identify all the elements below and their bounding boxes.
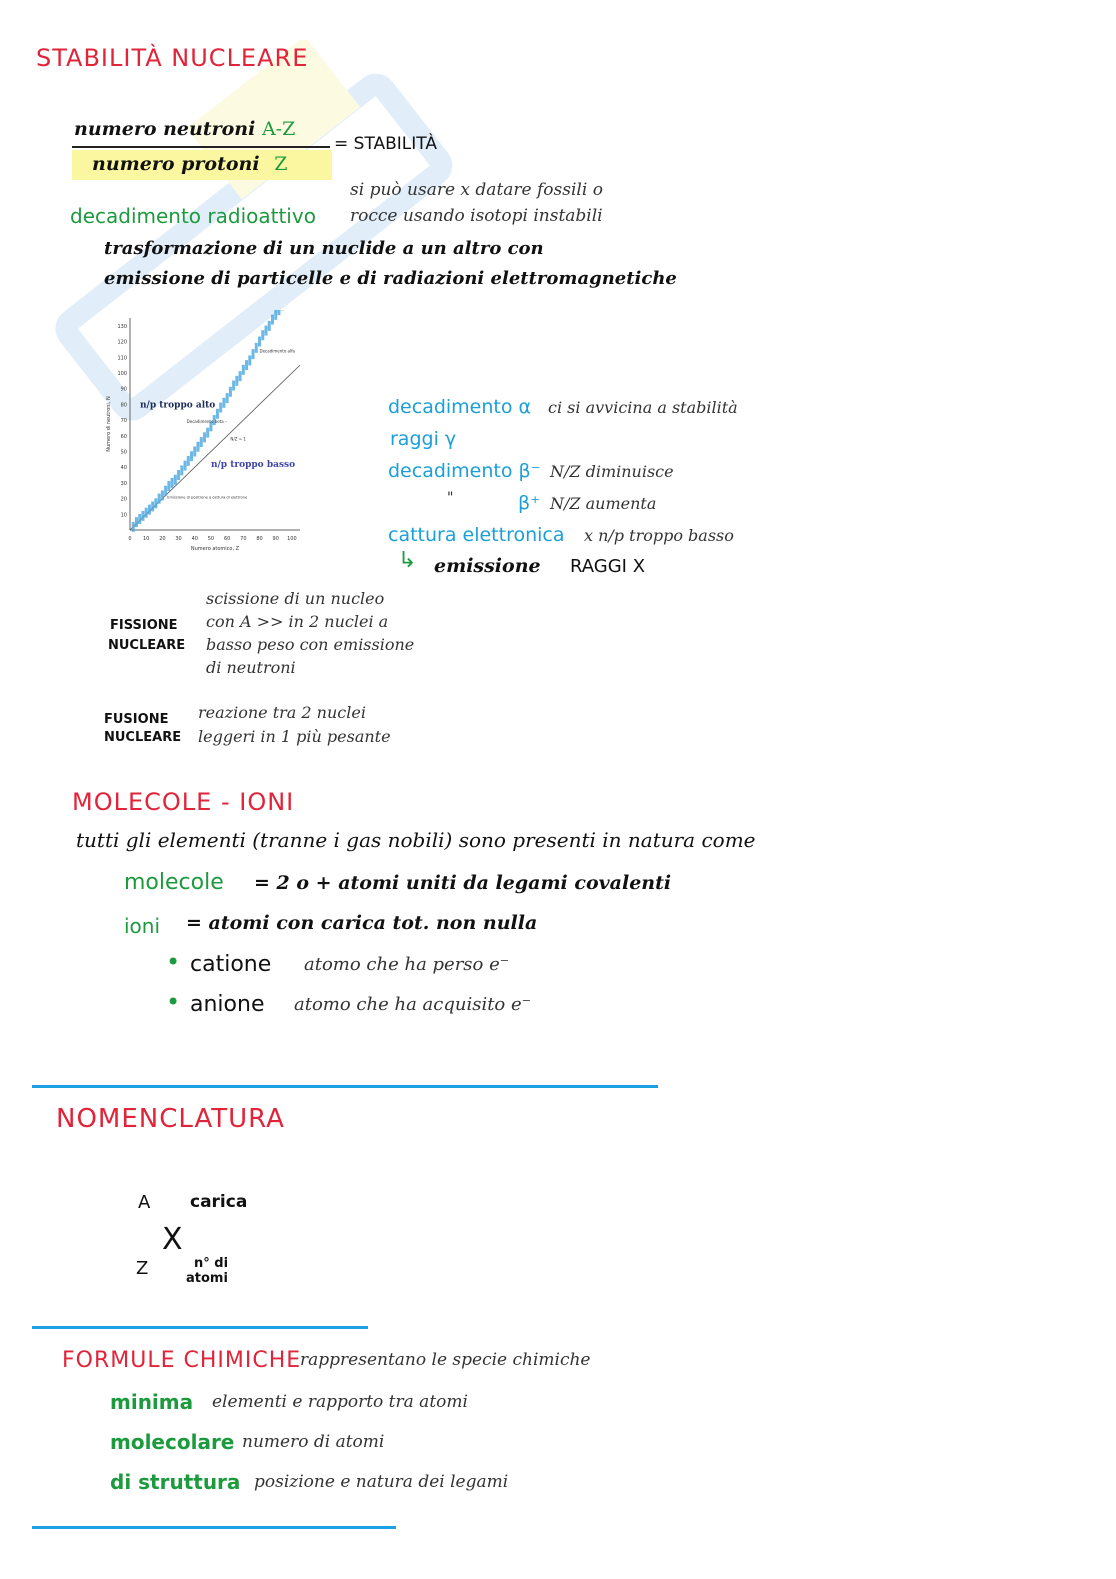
anion-label: anione <box>190 992 265 1017</box>
stable-nuclide-point <box>145 508 148 518</box>
fission-line-2: con A >> in 2 nuclei a <box>206 612 389 631</box>
x-tick-label: 60 <box>223 536 231 542</box>
stability-chart <box>100 310 320 555</box>
stable-nuclide-point <box>216 409 219 419</box>
xray-label: RAGGI X <box>570 556 646 577</box>
stable-nuclide-point <box>158 494 161 504</box>
formula-minima-label: minima <box>110 1390 194 1414</box>
annotation-high: n/p troppo alto <box>140 400 216 411</box>
fraction-numerator <box>74 118 295 140</box>
denominator-text: numero protoni <box>92 153 260 175</box>
stable-nuclide-point <box>242 365 245 375</box>
fission-line-1: scissione di un nucleo <box>206 589 385 608</box>
stable-nuclide-point <box>177 470 180 480</box>
y-tick-label: 70 <box>120 418 127 425</box>
element-symbol-x: X <box>162 1222 183 1257</box>
section-title-nomenclatura: NOMENCLATURA <box>56 1104 285 1134</box>
fission-line-3: basso peso con emissione <box>206 635 415 654</box>
decay-label: decadimento radioattivo <box>70 204 316 228</box>
formule-note: rappresentano le specie chimiche <box>300 1350 591 1370</box>
mass-number-a: A <box>138 1192 151 1213</box>
x-tick-label: 80 <box>256 536 263 542</box>
stable-nuclide-point <box>161 490 164 500</box>
formula-molecolare-text: numero di atomi <box>242 1432 385 1452</box>
stable-nuclide-point <box>235 376 238 386</box>
molecules-label: molecole <box>124 870 224 895</box>
x-tick-label: 30 <box>175 536 182 542</box>
decay-definition-1: trasformazione di un nuclide a un altro con <box>104 238 544 259</box>
alpha-decay-note: ci si avvicina a stabilità <box>548 398 738 417</box>
annotation-alpha: Decadimento alfa <box>259 348 295 354</box>
fusion-line-2: leggeri in 1 più pesante <box>198 727 391 746</box>
annotation-positron: Emissione di positrone o cattura di elettrone <box>167 495 248 500</box>
y-tick-label: 40 <box>120 465 127 472</box>
y-tick-label: 90 <box>120 386 127 393</box>
stable-nuclide-point <box>154 498 157 508</box>
stable-nuclide-point <box>265 326 268 336</box>
cation-bullet: • <box>166 948 181 976</box>
y-tick-label: 60 <box>120 433 127 440</box>
section-title-stabilita: STABILITÀ NUCLEARE <box>36 44 309 72</box>
decay-definition-2: emissione di particelle e di radiazioni elettromagnetiche <box>104 268 677 289</box>
anion-definition: atomo che ha acquisito e⁻ <box>294 994 532 1015</box>
stable-nuclide-point <box>141 511 144 521</box>
annotation-ratio: N/Z = 1 <box>230 436 246 442</box>
formula-struttura-label: di struttura <box>110 1470 241 1494</box>
molecules-definition: = 2 o + atomi uniti da legami covalenti <box>254 872 672 894</box>
fission-line-4: di neutroni <box>206 658 296 677</box>
stable-nuclide-point <box>258 337 261 347</box>
x-tick-label: 70 <box>240 536 247 542</box>
atomic-number-z: Z <box>136 1258 149 1279</box>
atom-count-label-2: atomi <box>186 1271 228 1286</box>
stable-nuclide-point <box>277 310 280 315</box>
y-tick-label: 10 <box>120 512 127 519</box>
beta-minus-note: N/Z diminuisce <box>550 462 674 481</box>
cation-label: catione <box>190 952 272 977</box>
stable-nuclide-point <box>167 481 170 491</box>
fusion-label-1: FUSIONE <box>104 712 169 727</box>
y-tick-label: 120 <box>117 339 127 346</box>
beta-minus-label: decadimento β⁻ <box>388 460 541 482</box>
stable-nuclide-point <box>164 486 167 496</box>
anion-bullet: • <box>166 988 181 1016</box>
x-tick-label: 20 <box>159 536 166 542</box>
annotation-low: n/p troppo basso <box>210 460 296 471</box>
stable-nuclide-point <box>252 349 255 359</box>
fusion-label-2: NUCLEARE <box>104 730 182 745</box>
stable-nuclide-point <box>274 310 277 320</box>
section-title-molecole-ioni: MOLECOLE - IONI <box>72 788 295 816</box>
stable-nuclide-point <box>200 437 203 447</box>
stable-nuclide-point <box>132 522 135 532</box>
divider-2 <box>32 1326 368 1329</box>
stable-nuclide-point <box>245 360 248 370</box>
electron-capture-label: cattura elettronica <box>388 524 565 546</box>
cation-definition: atomo che ha perso e⁻ <box>304 954 510 975</box>
stable-nuclide-point <box>229 387 232 397</box>
formula-minima-text: elementi e rapporto tra atomi <box>212 1392 468 1412</box>
stable-nuclide-point <box>197 442 200 452</box>
fission-label-2: NUCLEARE <box>108 638 186 653</box>
gamma-rays-label: raggi γ <box>390 428 457 450</box>
ions-label: ioni <box>124 914 161 938</box>
divider-3 <box>32 1526 396 1529</box>
alpha-decay-label: decadimento α <box>388 396 532 418</box>
beta-plus-note: N/Z aumenta <box>550 494 657 513</box>
stable-nuclide-point <box>187 456 190 466</box>
ditto-mark: " <box>447 490 454 506</box>
stable-nuclide-point <box>222 398 225 408</box>
x-tick-label: 0 <box>128 536 132 542</box>
stable-nuclide-point <box>171 478 174 488</box>
y-tick-label: 110 <box>117 355 127 362</box>
fission-label-1: FISSIONE <box>110 618 178 633</box>
electron-capture-note: x n/p troppo basso <box>584 526 734 545</box>
stable-nuclide-point <box>271 315 274 325</box>
stable-nuclide-point <box>190 451 193 461</box>
formula-molecolare-label: molecolare <box>110 1430 235 1454</box>
denominator-var: Z <box>274 153 288 175</box>
y-tick-label: 100 <box>117 370 127 377</box>
stable-nuclide-point <box>261 330 264 340</box>
stable-nuclide-point <box>148 505 151 515</box>
stable-nuclide-point <box>248 355 251 365</box>
numerator-var: A-Z <box>261 118 296 140</box>
y-axis-label: Numero di neutroni, N <box>106 396 112 452</box>
stable-nuclide-point <box>268 321 271 331</box>
stable-nuclide-point <box>206 428 209 438</box>
arrow-icon: ↳ <box>398 548 417 573</box>
stable-nuclide-point <box>135 517 138 527</box>
stable-nuclide-point <box>232 381 235 391</box>
ions-definition: = atomi con carica tot. non nulla <box>186 912 538 934</box>
y-tick-label: 30 <box>120 480 127 487</box>
stable-nuclide-point <box>151 501 154 511</box>
beta-plus-label: β⁺ <box>518 492 541 514</box>
stable-nuclide-point <box>203 432 206 442</box>
stable-nuclide-point <box>219 403 222 413</box>
fraction-bar <box>72 146 330 148</box>
y-tick-label: 50 <box>120 449 127 456</box>
fusion-line-1: reazione tra 2 nuclei <box>198 703 366 722</box>
decay-note-2: rocce usando isotopi instabili <box>350 206 603 226</box>
stable-nuclide-point <box>180 465 183 475</box>
x-tick-label: 10 <box>143 536 150 542</box>
x-tick-label: 50 <box>207 536 215 542</box>
stable-nuclide-point <box>226 393 229 403</box>
x-tick-label: 100 <box>287 536 297 542</box>
formula-struttura-text: posizione e natura dei legami <box>254 1472 509 1492</box>
charge-label: carica <box>190 1192 248 1212</box>
stable-nuclide-point <box>239 371 242 381</box>
stability-label: = STABILITÀ <box>334 134 437 154</box>
stable-nuclide-point <box>174 475 177 485</box>
xray-emission-text: emissione <box>434 555 541 577</box>
divider-1 <box>32 1085 658 1088</box>
y-tick-label: 130 <box>117 323 127 330</box>
atom-count-label-1: n° di <box>194 1256 229 1271</box>
x-axis-label: Numero atomico, Z <box>190 546 240 552</box>
annotation-beta-minus: Decadimento beta – <box>186 419 227 425</box>
elements-intro: tutti gli elementi (tranne i gas nobili) sono presenti in natura come <box>76 828 756 852</box>
stable-nuclide-point <box>255 343 258 353</box>
x-tick-label: 40 <box>191 536 198 542</box>
y-tick-label: 20 <box>120 496 127 503</box>
x-tick-label: 90 <box>272 536 279 542</box>
stable-nuclide-point <box>138 514 141 524</box>
fraction-denominator <box>92 153 287 175</box>
decay-note-1: si può usare x datare fossili o <box>350 180 603 200</box>
numerator-text: numero neutroni <box>74 118 256 140</box>
stable-nuclide-point <box>193 446 196 456</box>
section-title-formule: FORMULE CHIMICHE <box>62 1348 302 1373</box>
stable-nuclide-point <box>184 461 187 471</box>
y-tick-label: 80 <box>120 402 127 409</box>
